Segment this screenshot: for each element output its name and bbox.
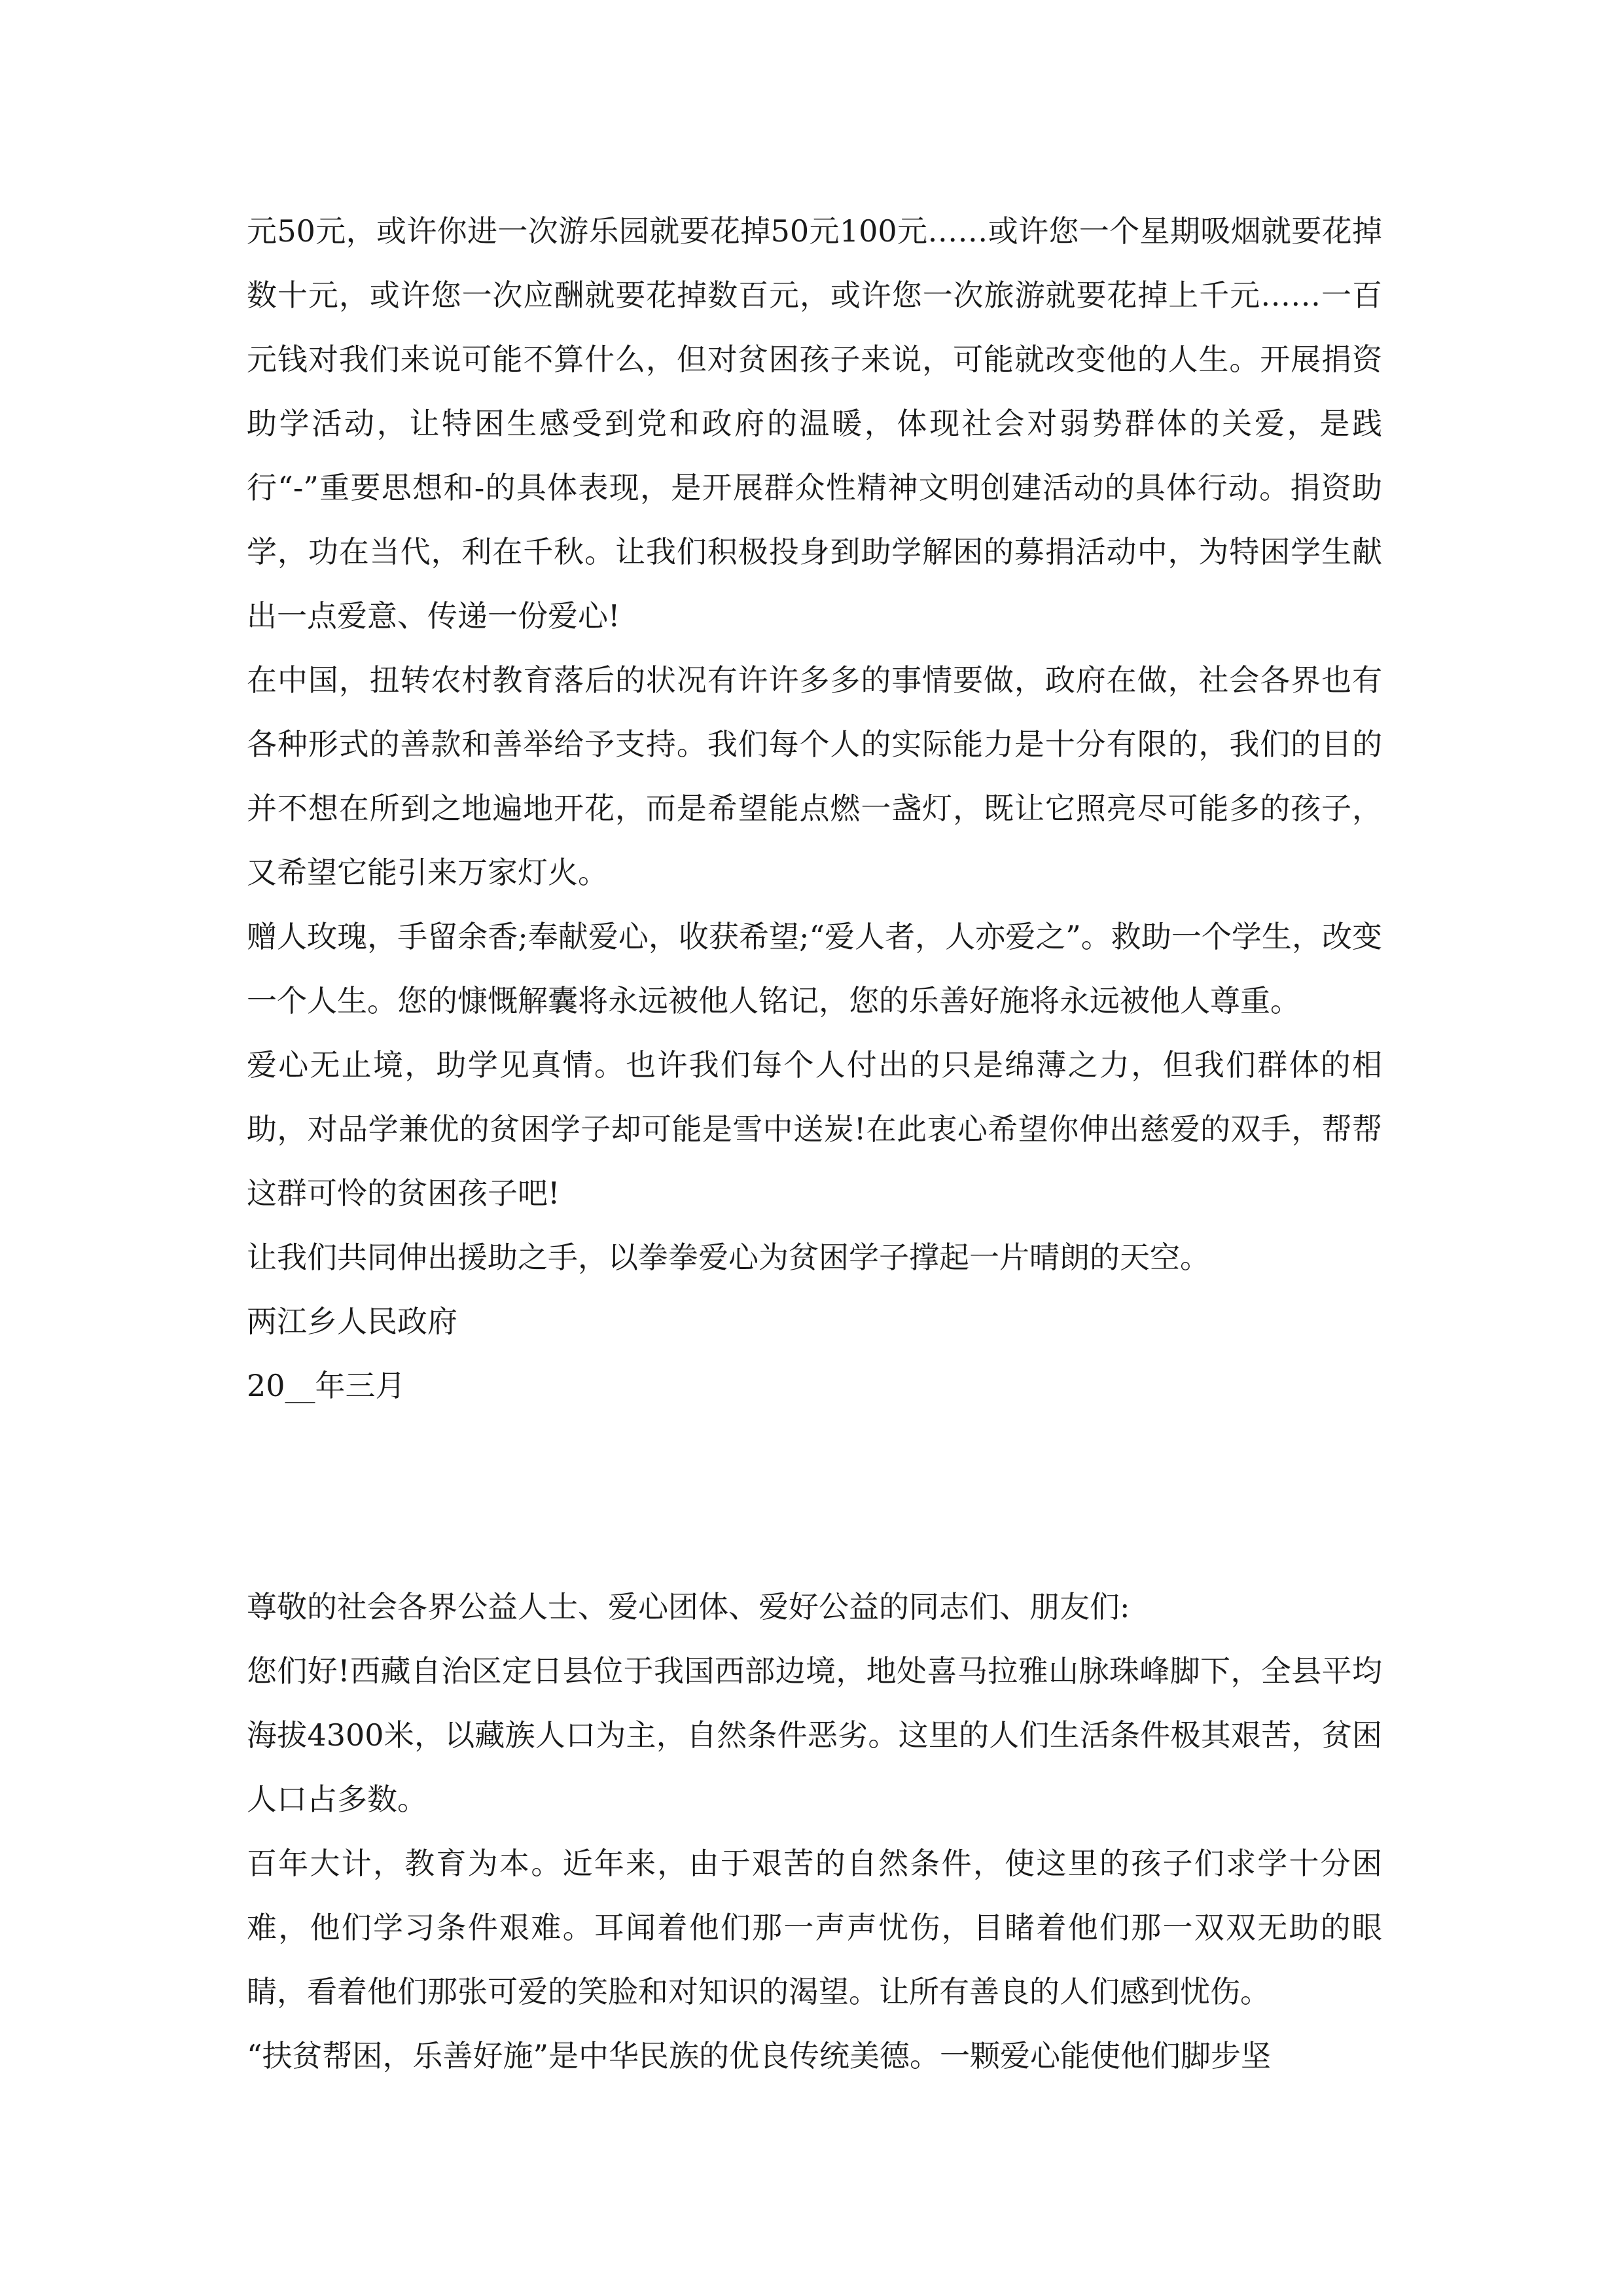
letter-one-body	[247, 199, 1382, 1418]
letter-one-paragraph-5: 让我们共同伸出援助之手，以拳拳爱心为贫困学子撑起一片晴朗的天空。	[247, 1240, 1210, 1275]
letter-one-signature: 两江乡人民政府	[247, 1304, 457, 1339]
letter-two-salutation: 尊敬的社会各界公益人士、爱心团体、爱好公益的同志们、朋友们:	[247, 1589, 1130, 1624]
letter-two-paragraph-1: 您们好!西藏自治区定日县位于我国西部边境，地处喜马拉雅山脉珠峰脚下，全县平均海拔4300米，以藏族人口为主，自然条件恶劣。这里的人们生活条件极其艰苦，贫困人口占多数。	[247, 1653, 1382, 1817]
letter-two-paragraph-2: 百年大计，教育为本。近年来，由于艰苦的自然条件，使这里的孩子们求学十分困难，他们学习条件艰难。耳闻着他们那一声声忧伤，目睹着他们那一双双无助的眼睛，看着他们那张可爱的笑脸和对知识的渴望。让所有善良的人们感到忧伤。	[247, 1846, 1382, 2009]
letter-one-paragraph-3: 赠人玫瑰，手留余香;奉献爱心，收获希望;“爱人者，人亦爱之”。救助一个学生，改变一个人生。您的慷慨解囊将永远被他人铭记，您的乐善好施将永远被他人尊重。	[247, 919, 1382, 1018]
letter-one-paragraph-2: 在中国，扭转农村教育落后的状况有许许多多的事情要做，政府在做，社会各界也有各种形式的善款和善举给予支持。我们每个人的实际能力是十分有限的，我们的目的并不想在所到之地遍地开花，而是希望能点燃一盏灯，既让它照亮尽可能多的孩子，又希望它能引来万家灯火。	[247, 662, 1382, 890]
letter-one-paragraph-4: 爱心无止境，助学见真情。也许我们每个人付出的只是绵薄之力，但我们群体的相助，对品学兼优的贫困学子却可能是雪中送炭!在此衷心希望你伸出慈爱的双手，帮帮这群可怜的贫困孩子吧!	[247, 1047, 1382, 1211]
letter-one-paragraph-1: 元50元，或许你进一次游乐园就要花掉50元100元……或许您一个星期吸烟就要花掉数十元，或许您一次应酬就要花掉数百元，或许您一次旅游就要花掉上千元……一百元钱对我们来说可能不算什么，但对贫困孩子来说，可能就改变他的人生。开展捐资助学活动，让特困生感受到党和政府的温暖，体现社会对弱势群体的关爱，是践行“-”重要思想和-的具体表现，是开展群众性精神文明创建活动的具体行动。捐资助学，功在当代，利在千秋。让我们积极投身到助学解困的募捐活动中，为特困学生献出一点爱意、传递一份爱心!	[247, 213, 1382, 634]
letter-two-body	[247, 1575, 1382, 2088]
letter-one-date: 20__年三月	[247, 1368, 406, 1403]
letter-two-paragraph-3: “扶贫帮困，乐善好施”是中华民族的优良传统美德。一颗爱心能使他们脚步坚	[247, 2038, 1272, 2073]
